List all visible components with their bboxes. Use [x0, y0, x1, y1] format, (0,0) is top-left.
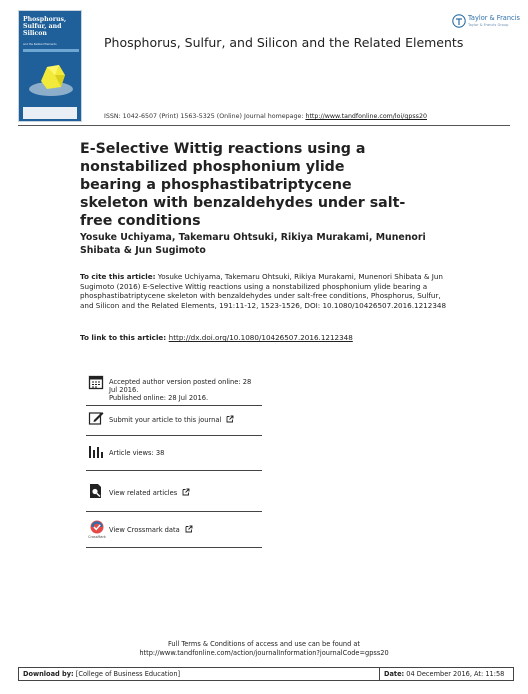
external-link-icon — [182, 488, 190, 496]
download-bar-separator — [379, 668, 380, 680]
cover-subtitle: and the Related Elements — [23, 43, 57, 46]
search-document-icon — [88, 483, 104, 499]
info-divider — [86, 547, 262, 548]
terms-link[interactable]: http://www.tandfonline.com/action/journalInformation?journalCode=gpss20 — [139, 649, 389, 657]
cover-divider — [23, 49, 79, 52]
cover-title: Phosphorus, Sulfur, and Silicon — [23, 16, 67, 37]
download-date-label: Date: — [384, 670, 405, 678]
info-divider — [86, 511, 262, 512]
taylor-francis-icon — [452, 14, 466, 28]
published-date-text: Published online: 28 Jul 2016. — [109, 394, 209, 403]
info-divider — [86, 470, 262, 471]
article-authors: Yosuke Uchiyama, Takemaru Ohtsuki, Rikiya Murakami, Munenori Shibata & Jun Sugimoto — [80, 232, 426, 256]
issn-text: ISSN: 1042-6507 (Print) 1563-5325 (Online) Journal homepage: — [104, 113, 306, 120]
header-divider — [18, 125, 510, 126]
download-date-value: 04 December 2016, At: 11:58 — [404, 670, 505, 678]
issn-line — [104, 113, 427, 120]
external-link-icon — [185, 525, 193, 533]
info-divider — [86, 435, 262, 436]
citation-label: To cite this article: — [80, 272, 156, 281]
download-date — [384, 670, 504, 678]
article-title: E-Selective Wittig reactions using a nonstabilized phosphonium ylide bearing a phosphastibatriptycene skeleton with benzaldehydes under salt-free conditions — [80, 141, 406, 229]
download-by-label: Download by: — [23, 670, 74, 678]
journal-cover — [18, 10, 82, 122]
cover-footer-panel — [23, 107, 77, 119]
download-by — [23, 670, 180, 678]
publication-dates — [109, 378, 261, 403]
crossmark-label — [109, 525, 261, 534]
article-doi-link[interactable]: http://dx.doi.org/10.1080/10426507.2016.1212348 — [168, 333, 353, 342]
download-info-bar — [18, 667, 514, 681]
publisher-group: Taylor & Francis Group — [468, 23, 509, 27]
terms-line-1: Full Terms & Conditions of access and use can be found at — [167, 640, 361, 648]
calendar-icon — [88, 374, 104, 390]
citation-block — [80, 272, 450, 310]
related-articles-label — [109, 488, 261, 497]
crossmark-caption: CrossMark — [88, 535, 106, 539]
info-divider — [86, 405, 262, 406]
terms-notice — [0, 640, 528, 658]
submit-article-text: Submit your article to this journal — [109, 416, 222, 424]
related-articles-text: View related articles — [109, 489, 178, 497]
journal-homepage-link[interactable]: http://www.tandfonline.com/loi/gpss20 — [305, 113, 427, 120]
article-views: Article views: 38 — [109, 449, 165, 457]
bar-chart-icon — [88, 444, 104, 460]
article-link-line — [80, 333, 450, 342]
journal-name: Phosphorus, Sulfur, and Silicon and the Related Elements — [104, 35, 464, 50]
article-link-label: To link to this article: — [80, 333, 169, 342]
cover-crystal-image — [25, 55, 77, 101]
external-link-icon — [226, 415, 234, 423]
citation-text: Yosuke Uchiyama, Takemaru Ohtsuki, Rikiya Murakami, Munenori Shibata & Jun Sugimoto (2016) E-Selective Wittig reactions using a nonstabilized phosphonium ylide bearing a phosphastibatriptycene skeleton with benzaldehydes under salt-free conditions, Phosphorus, Sulfur, and Silicon and the Related Elements, 191:11-12, 1523-1526, DOI: — [80, 272, 443, 310]
publisher-logo[interactable] — [452, 12, 520, 34]
submit-article-label — [109, 415, 261, 424]
publisher-name: Taylor & Francis — [468, 14, 520, 22]
accepted-date-text: Accepted author version posted online: 28 Jul 2016. — [109, 378, 252, 395]
crossmark-text: View Crossmark data — [109, 526, 180, 534]
crossmark-icon — [88, 519, 106, 539]
download-by-value: [College of Business Education] — [73, 670, 181, 678]
edit-icon — [88, 410, 104, 426]
citation-doi: 10.1080/10426507.2016.1212348 — [322, 300, 447, 310]
